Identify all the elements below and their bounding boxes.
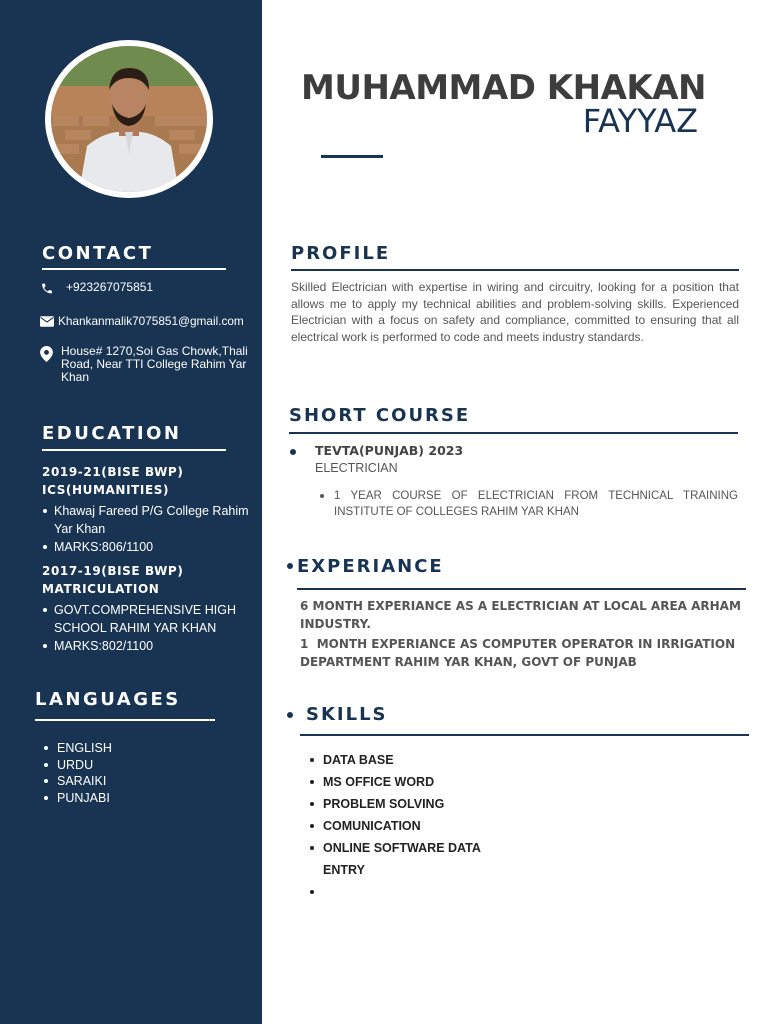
education-degree: MATRICULATION (42, 582, 160, 596)
location-pin-icon (40, 345, 60, 362)
course-details (320, 488, 738, 520)
contact-phone (40, 281, 262, 295)
education-degree: ICS(HUMANITIES) (42, 483, 170, 497)
profile-divider (291, 269, 739, 271)
sidebar (0, 0, 262, 1024)
bullet-icon (287, 712, 293, 718)
list-item: Khawaj Fareed P/G College Rahim Yar Khan (42, 502, 252, 538)
bullet-icon (287, 563, 293, 569)
email-address: Khankanmalik7075851@gmail.com (58, 314, 244, 328)
list-item (310, 881, 510, 903)
experience-item: 6 MONTH EXPERIANCE AS A ELECTRICIAN AT LOCAL AREA ARHAM INDUSTRY. (300, 599, 741, 631)
education-entry (42, 562, 252, 655)
course-organization: TEVTA(PUNJAB) 2023 (315, 443, 464, 458)
address-text: House# 1270,Soi Gas Chowk,Thali Road, Near TTI College Rahim Yar Khan (61, 344, 248, 384)
list-item: PUNJABI (44, 790, 112, 807)
skills-list (310, 749, 510, 903)
skills-heading: SKILLS (306, 704, 388, 725)
list-item: URDU (44, 757, 112, 774)
profile-photo (51, 46, 207, 192)
experience-heading: EXPERIANCE (297, 556, 444, 577)
list-item: ONLINE SOFTWARE DATA ENTRY (310, 837, 490, 881)
contact-heading: CONTACT (42, 243, 154, 264)
education-heading: EDUCATION (42, 423, 182, 444)
short-course-divider (289, 432, 738, 434)
name-first: MUHAMMAD KHAKAN (301, 68, 706, 108)
education-details (42, 502, 252, 556)
education-entry (42, 463, 252, 556)
list-item: GOVT.COMPREHENSIVE HIGH SCHOOL RAHIM YAR KHAN (42, 601, 252, 637)
list-item: SARAIKI (44, 773, 112, 790)
envelope-icon (40, 315, 60, 327)
phone-icon (40, 281, 60, 295)
languages-list (44, 740, 112, 806)
contact-email (40, 315, 262, 328)
experience-divider (297, 588, 746, 590)
phone-number: +923267075851 (66, 280, 154, 294)
list-item: MS OFFICE WORD (310, 771, 510, 793)
list-item: COMUNICATION (310, 815, 510, 837)
education-years: 2017-19(BISE BWP) (42, 564, 184, 578)
list-item: ENGLISH (44, 740, 112, 757)
contact-address (40, 345, 262, 384)
education-years: 2019-21(BISE BWP) (42, 465, 184, 479)
list-item: PROBLEM SOLVING (310, 793, 510, 815)
profile-photo-frame (45, 40, 213, 198)
languages-divider (35, 719, 215, 721)
profile-heading: PROFILE (291, 243, 391, 264)
course-role: ELECTRICIAN (315, 461, 398, 475)
short-course-heading: SHORT COURSE (289, 405, 471, 426)
list-item: MARKS:806/1100 (42, 538, 252, 556)
list-item: 1 YEAR COURSE OF ELECTRICIAN FROM TECHNICAL TRAINING INSTITUTE OF COLLEGES RAHIM YAR KHAN (320, 488, 738, 520)
contact-divider (42, 268, 226, 270)
skills-divider (300, 734, 749, 736)
name-divider (321, 155, 383, 158)
list-item: DATA BASE (310, 749, 510, 771)
experience-item: 1 MONTH EXPERIANCE AS COMPUTER OPERATOR IN IRRIGATION DEPARTMENT RAHIM YAR KHAN, GOVT OF PUNJAB (300, 637, 740, 669)
profile-text: Skilled Electrician with expertise in wiring and circuitry, looking for a position that allows me to apply my technical abilities and problem-solving skills. Experienced Electrician with a focus on safety and compliance, committed to ensuring that all electrical work is performed to code and meets industry standards. (291, 280, 739, 344)
name-last: FAYYAZ (582, 102, 698, 140)
languages-heading: LANGUAGES (35, 689, 181, 710)
list-item: MARKS:802/1100 (42, 637, 252, 655)
education-divider (42, 449, 226, 451)
education-details (42, 601, 252, 655)
bullet-icon (290, 449, 296, 455)
